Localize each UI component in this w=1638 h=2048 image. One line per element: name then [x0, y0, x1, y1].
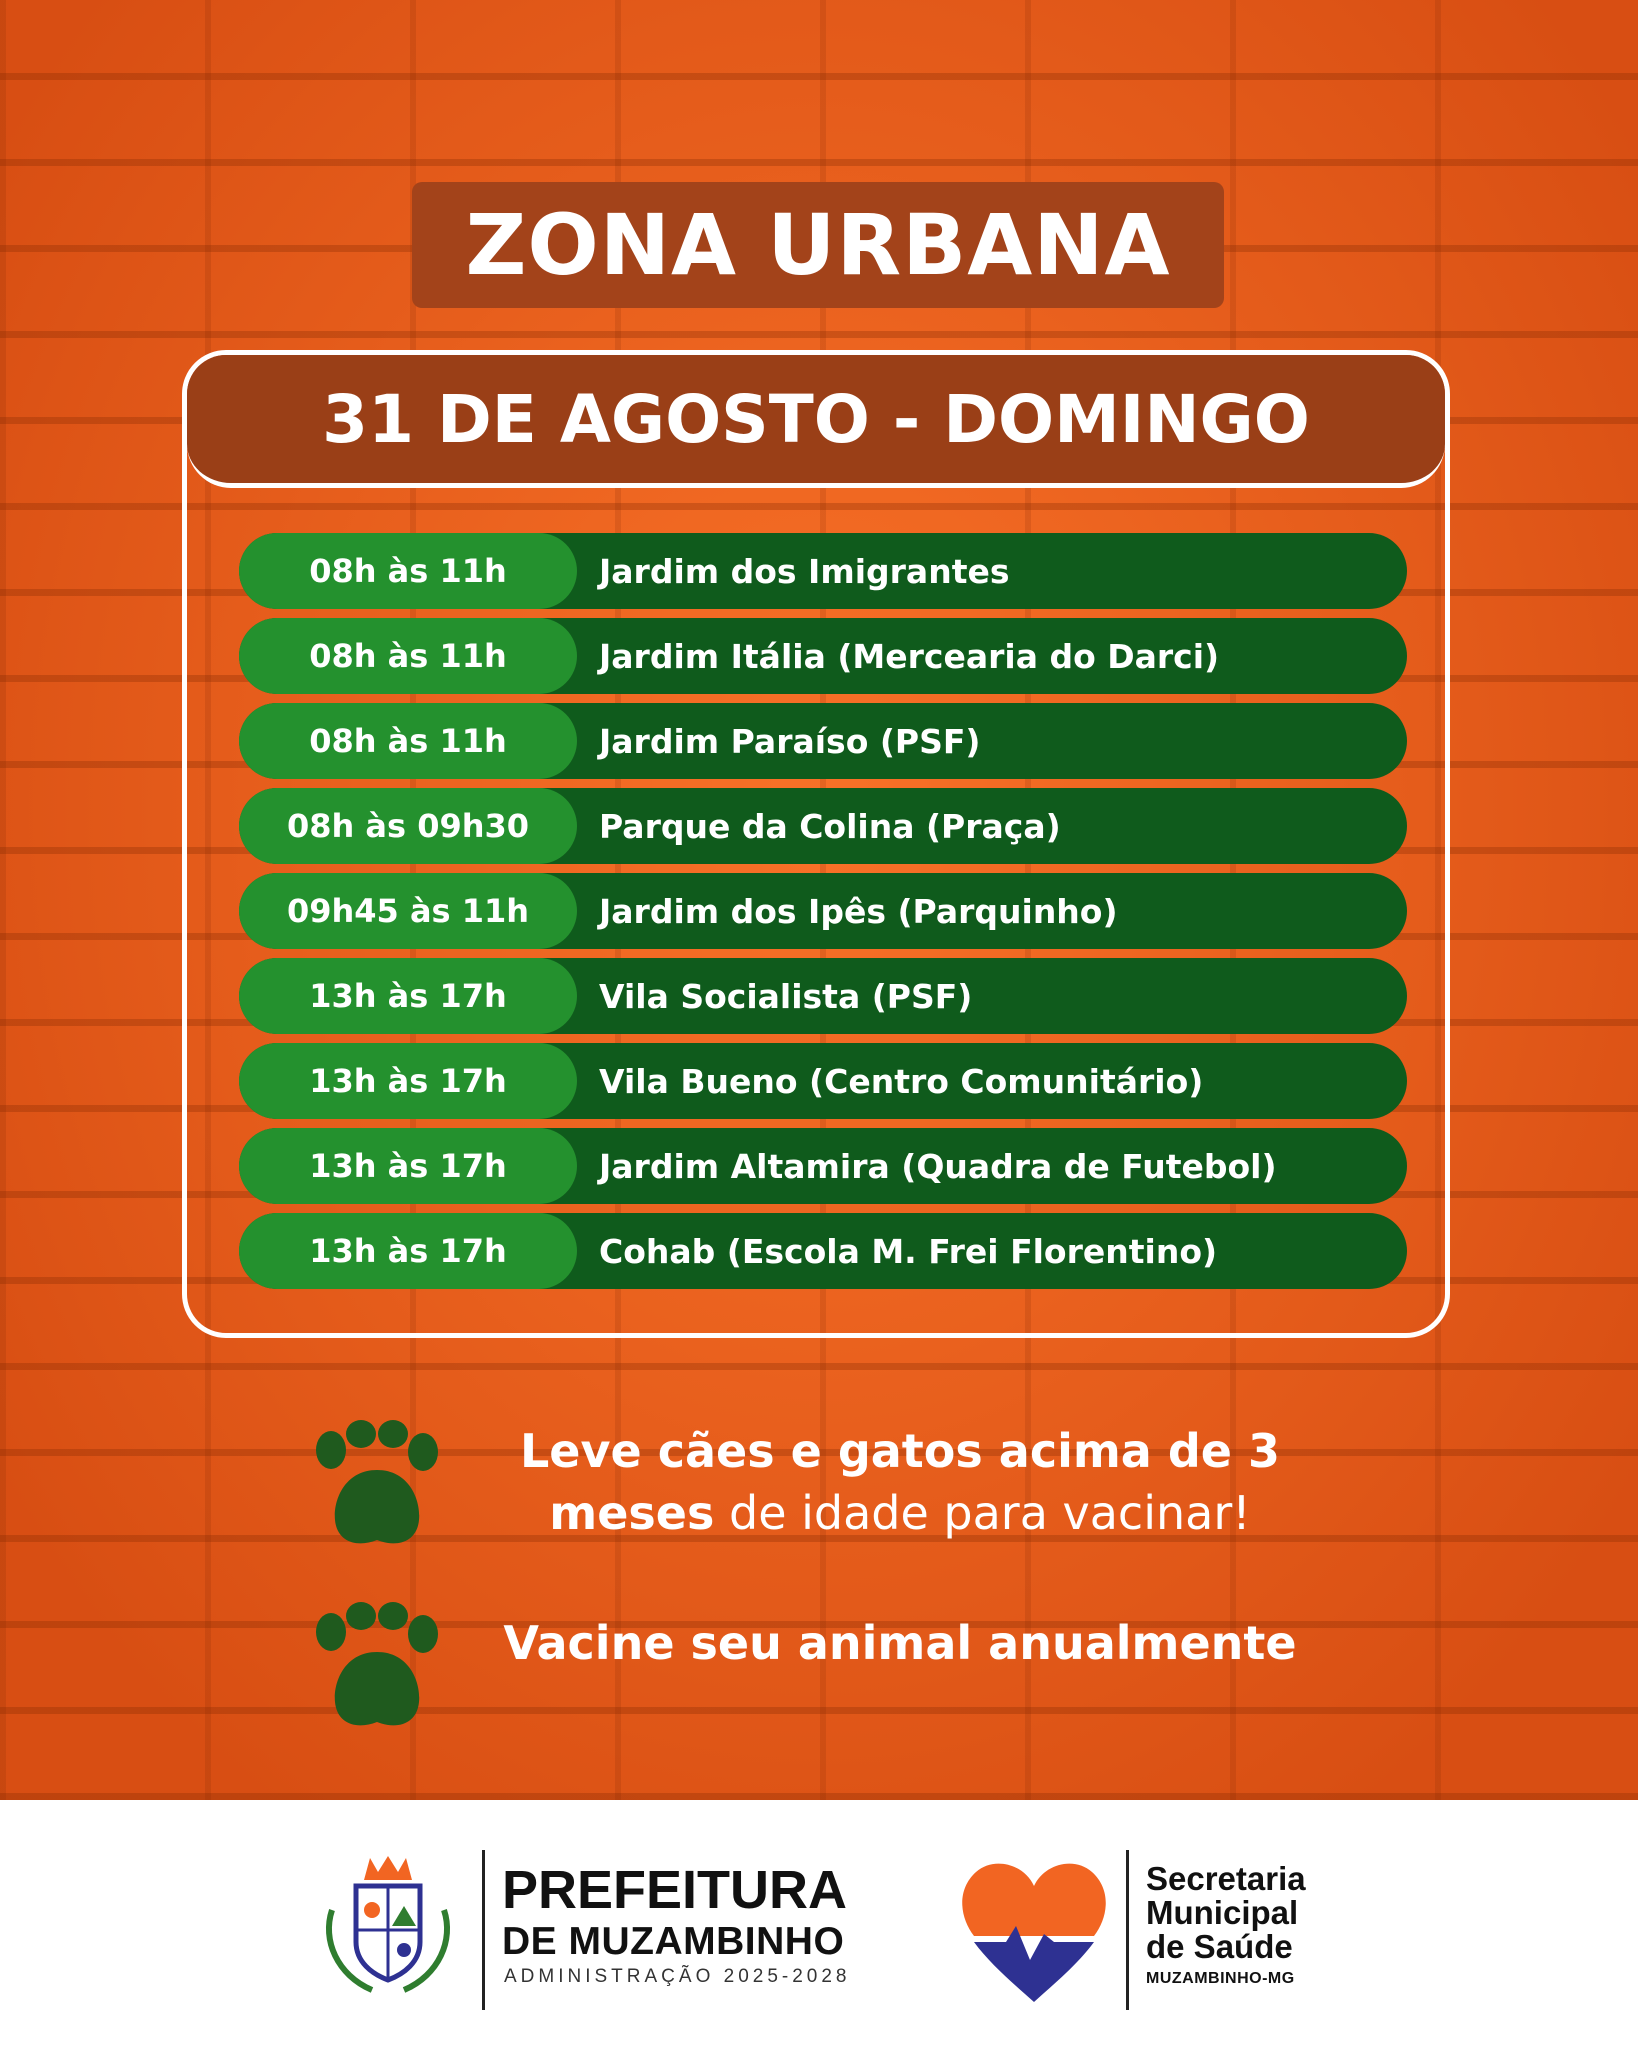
annual-vaccine-message: Vacine seu animal anualmente	[503, 1616, 1297, 1670]
secretaria-line: Municipal	[1146, 1894, 1299, 1931]
administration-label: ADMINISTRAÇÃO 2025-2028	[504, 1966, 851, 1987]
message-line: Leve cães e gatos acima de 3	[520, 1424, 1280, 1478]
vaccination-message	[470, 1420, 1330, 1544]
schedule-row	[239, 873, 1407, 949]
time-pill: 08h às 11h	[239, 618, 577, 694]
message-text: de idade para vacinar!	[714, 1486, 1251, 1540]
secretaria-line: de Saúde	[1146, 1928, 1293, 1965]
paw-icon	[305, 1602, 445, 1732]
schedule-row	[239, 1213, 1407, 1289]
time-pill: 08h às 09h30	[239, 788, 577, 864]
city-label: MUZAMBINHO-MG	[1146, 1970, 1295, 1987]
place-label: Parque da Colina (Praça)	[599, 806, 1061, 846]
prefeitura-title: PREFEITURA	[502, 1860, 848, 1920]
schedule-row	[239, 958, 1407, 1034]
schedule-row	[239, 1128, 1407, 1204]
prefeitura-subtitle: DE MUZAMBINHO	[502, 1920, 845, 1963]
footer	[0, 1800, 1638, 2048]
time-pill: 09h45 às 11h	[239, 873, 577, 949]
place-label: Jardim dos Ipês (Parquinho)	[599, 891, 1118, 931]
place-label: Jardim dos Imigrantes	[599, 551, 1010, 591]
time-pill: 08h às 11h	[239, 533, 577, 609]
divider	[1126, 1850, 1129, 2010]
secretaria-title	[1146, 1862, 1356, 1964]
place-label: Vila Socialista (PSF)	[599, 976, 973, 1016]
message-line-2	[470, 1482, 1330, 1544]
schedule-row	[239, 533, 1407, 609]
schedule-row	[239, 1043, 1407, 1119]
schedule-list	[239, 533, 1407, 1298]
place-label: Cohab (Escola M. Frei Florentino)	[599, 1231, 1218, 1271]
place-label: Vila Bueno (Centro Comunitário)	[599, 1061, 1204, 1101]
time-pill: 13h às 17h	[239, 1043, 577, 1119]
time-pill: 13h às 17h	[239, 958, 577, 1034]
divider	[482, 1850, 485, 2010]
schedule-row	[239, 618, 1407, 694]
place-label: Jardim Itália (Mercearia do Darci)	[599, 636, 1220, 676]
time-pill: 13h às 17h	[239, 1128, 577, 1204]
schedule-row	[239, 703, 1407, 779]
heart-pulse-icon	[954, 1856, 1114, 2006]
municipal-crest-icon	[312, 1850, 464, 2000]
schedule-card	[182, 350, 1450, 1338]
message-emphasis: meses	[549, 1486, 715, 1540]
place-label: Jardim Altamira (Quadra de Futebol)	[599, 1146, 1277, 1186]
place-label: Jardim Paraíso (PSF)	[599, 721, 981, 761]
date-banner: 31 DE AGOSTO - DOMINGO	[187, 355, 1445, 488]
schedule-row	[239, 788, 1407, 864]
secretaria-line: Secretaria	[1146, 1860, 1306, 1897]
page-title: ZONA URBANA	[412, 182, 1224, 308]
time-pill: 08h às 11h	[239, 703, 577, 779]
paw-icon	[305, 1420, 445, 1550]
time-pill: 13h às 17h	[239, 1213, 577, 1289]
